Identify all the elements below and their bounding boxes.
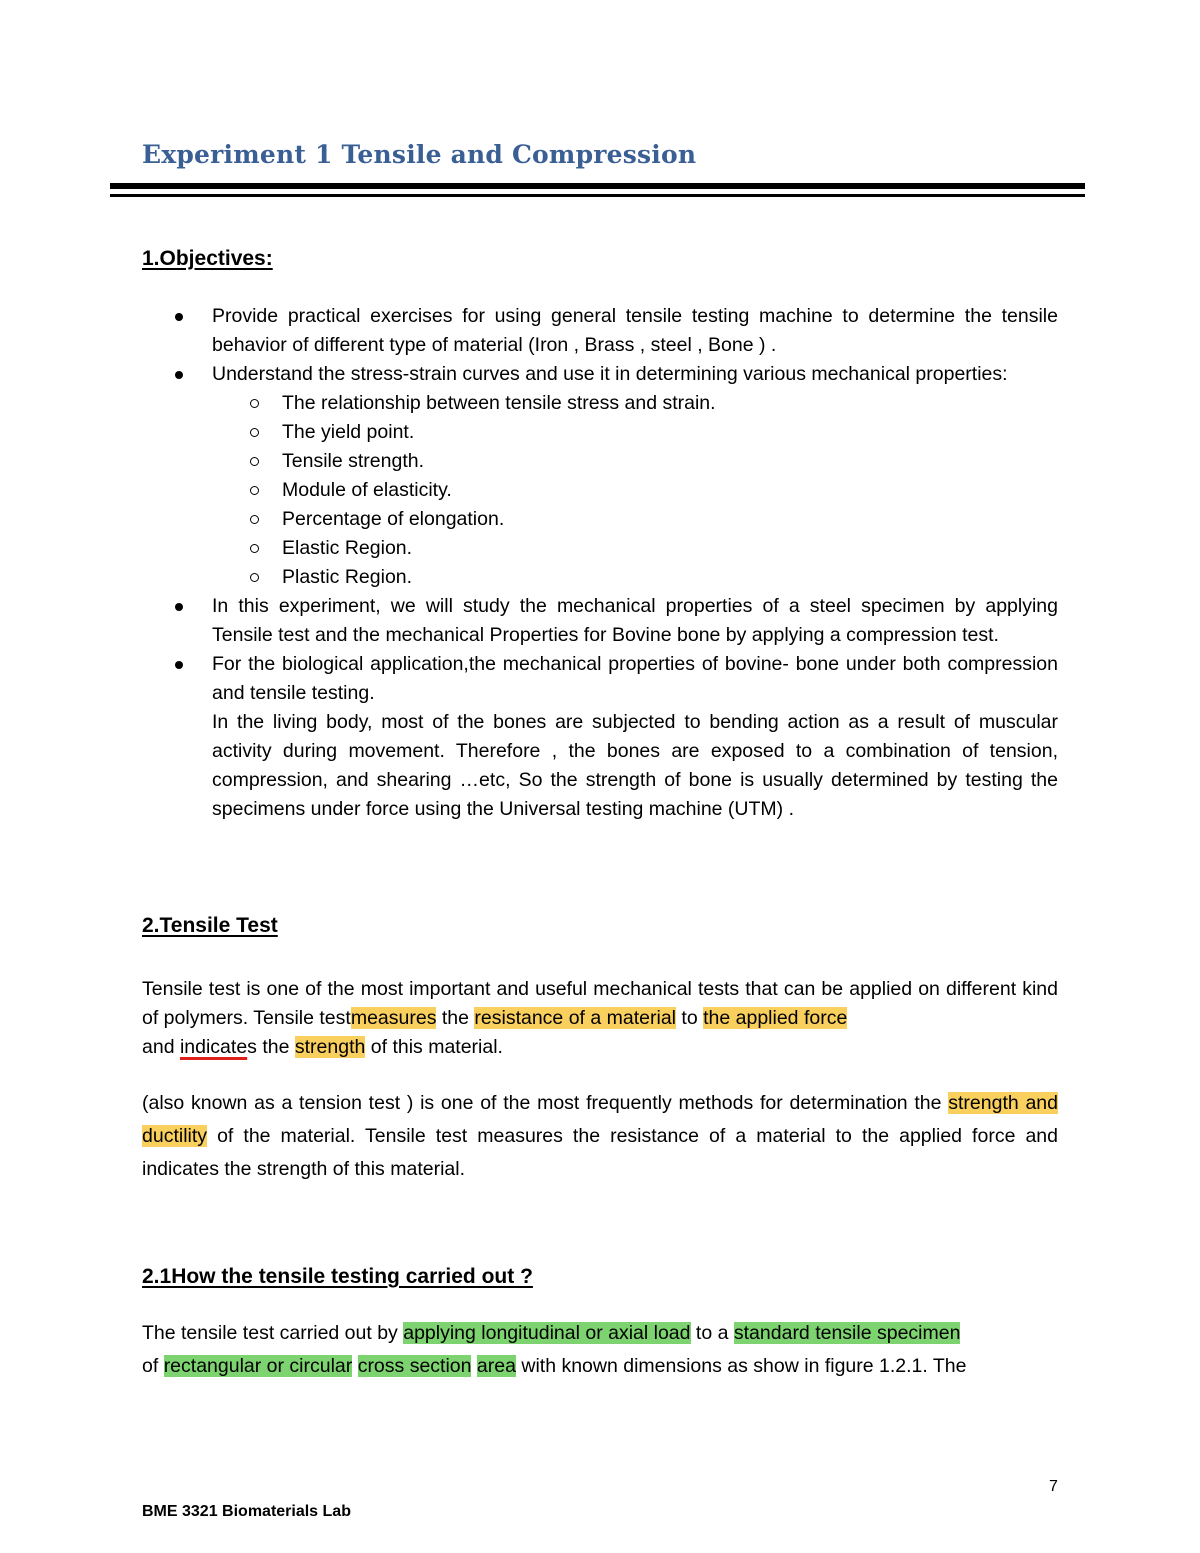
objective-item: For the biological application,the mechanical properties of bovine- bone under both compression and tensile testing. In the living body, most of the bones are subjected to bending action as a result of muscular activity during movement. Therefore , the bones are exposed to a combination of tension, compression, and shearing …etc, So the strength of bone is usually determined by testing the specimens under force using the Universal testing machine (UTM) . — [212, 650, 1058, 824]
property-item: Percentage of elongation. — [282, 505, 1058, 534]
tensile-paragraph-2: (also known as a tension test ) is one of the most frequently methods for determination the strength and ductility of the material. Tensile test measures the resistance of a material to the applied force and indicates the strength of this material. — [142, 1092, 1058, 1180]
property-item: Elastic Region. — [282, 534, 1058, 563]
highlight: area — [476, 1355, 516, 1377]
highlight: strength — [294, 1036, 366, 1058]
highlight: cross section — [357, 1355, 472, 1377]
highlight: applying longitudinal or axial load — [403, 1322, 691, 1344]
how-tensile-heading: 2.1How the tensile testing carried out ? — [142, 1265, 533, 1288]
objective-continuation: In the living body, most of the bones are subjected to bending action as a result of muscular activity during movement. Therefore , the bones are exposed to a combination of tension, compression, and shearing …etc, So the strength of bone is usually determined by testing the specimens under force using the Universal testing machine (UTM) . — [212, 711, 1058, 820]
how-tensile-paragraph: The tensile test carried out by applying longitudinal or axial load to a standard tensile specimen of rectangular or circular cross section area with known dimensions as show in figure 1.2.1. The — [142, 1322, 967, 1377]
highlight: resistance of a material — [474, 1007, 676, 1029]
highlight: measures — [350, 1007, 437, 1029]
highlight: standard tensile specimen — [733, 1322, 961, 1344]
page-title: Experiment 1 Tensile and Compression — [142, 140, 697, 169]
property-item: The relationship between tensile stress and strain. — [282, 389, 1058, 418]
objective-item: Provide practical exercises for using general tensile testing machine to determine the tensile behavior of different type of material (Iron , Brass , steel , Bone ) . — [212, 302, 1058, 360]
highlight: the applied force — [703, 1007, 848, 1029]
footer-course-label: BME 3321 Biomaterials Lab — [142, 1503, 351, 1520]
page-number: 7 — [1049, 1478, 1058, 1495]
highlight: strength and ductility — [142, 1092, 1058, 1147]
objectives-heading: 1.Objectives: — [142, 247, 273, 270]
property-item: Plastic Region. — [282, 563, 1058, 592]
property-item: Tensile strength. — [282, 447, 1058, 476]
objectives-list — [212, 302, 1058, 824]
title-rule-thin — [110, 194, 1085, 197]
properties-sublist — [282, 389, 1058, 592]
objective-item: In this experiment, we will study the mechanical properties of a steel specimen by applying Tensile test and the mechanical Properties for Bovine bone by applying a compression test. — [212, 592, 1058, 650]
objective-item: Understand the stress-strain curves and use it in determining various mechanical properties: — [212, 360, 1058, 389]
property-item: Module of elasticity. — [282, 476, 1058, 505]
property-item: The yield point. — [282, 418, 1058, 447]
spellcheck-underline: indicate — [179, 1036, 248, 1058]
tensile-test-heading: 2.Tensile Test — [142, 914, 278, 937]
tensile-paragraph-1: Tensile test is one of the most important and useful mechanical tests that can be applied on different kind of polymers. Tensile testmeasures the resistance of a material to the applied force and indicates the strength of this material. — [142, 978, 1058, 1058]
title-rule-thick — [110, 183, 1085, 189]
highlight: rectangular or circular — [163, 1355, 353, 1377]
